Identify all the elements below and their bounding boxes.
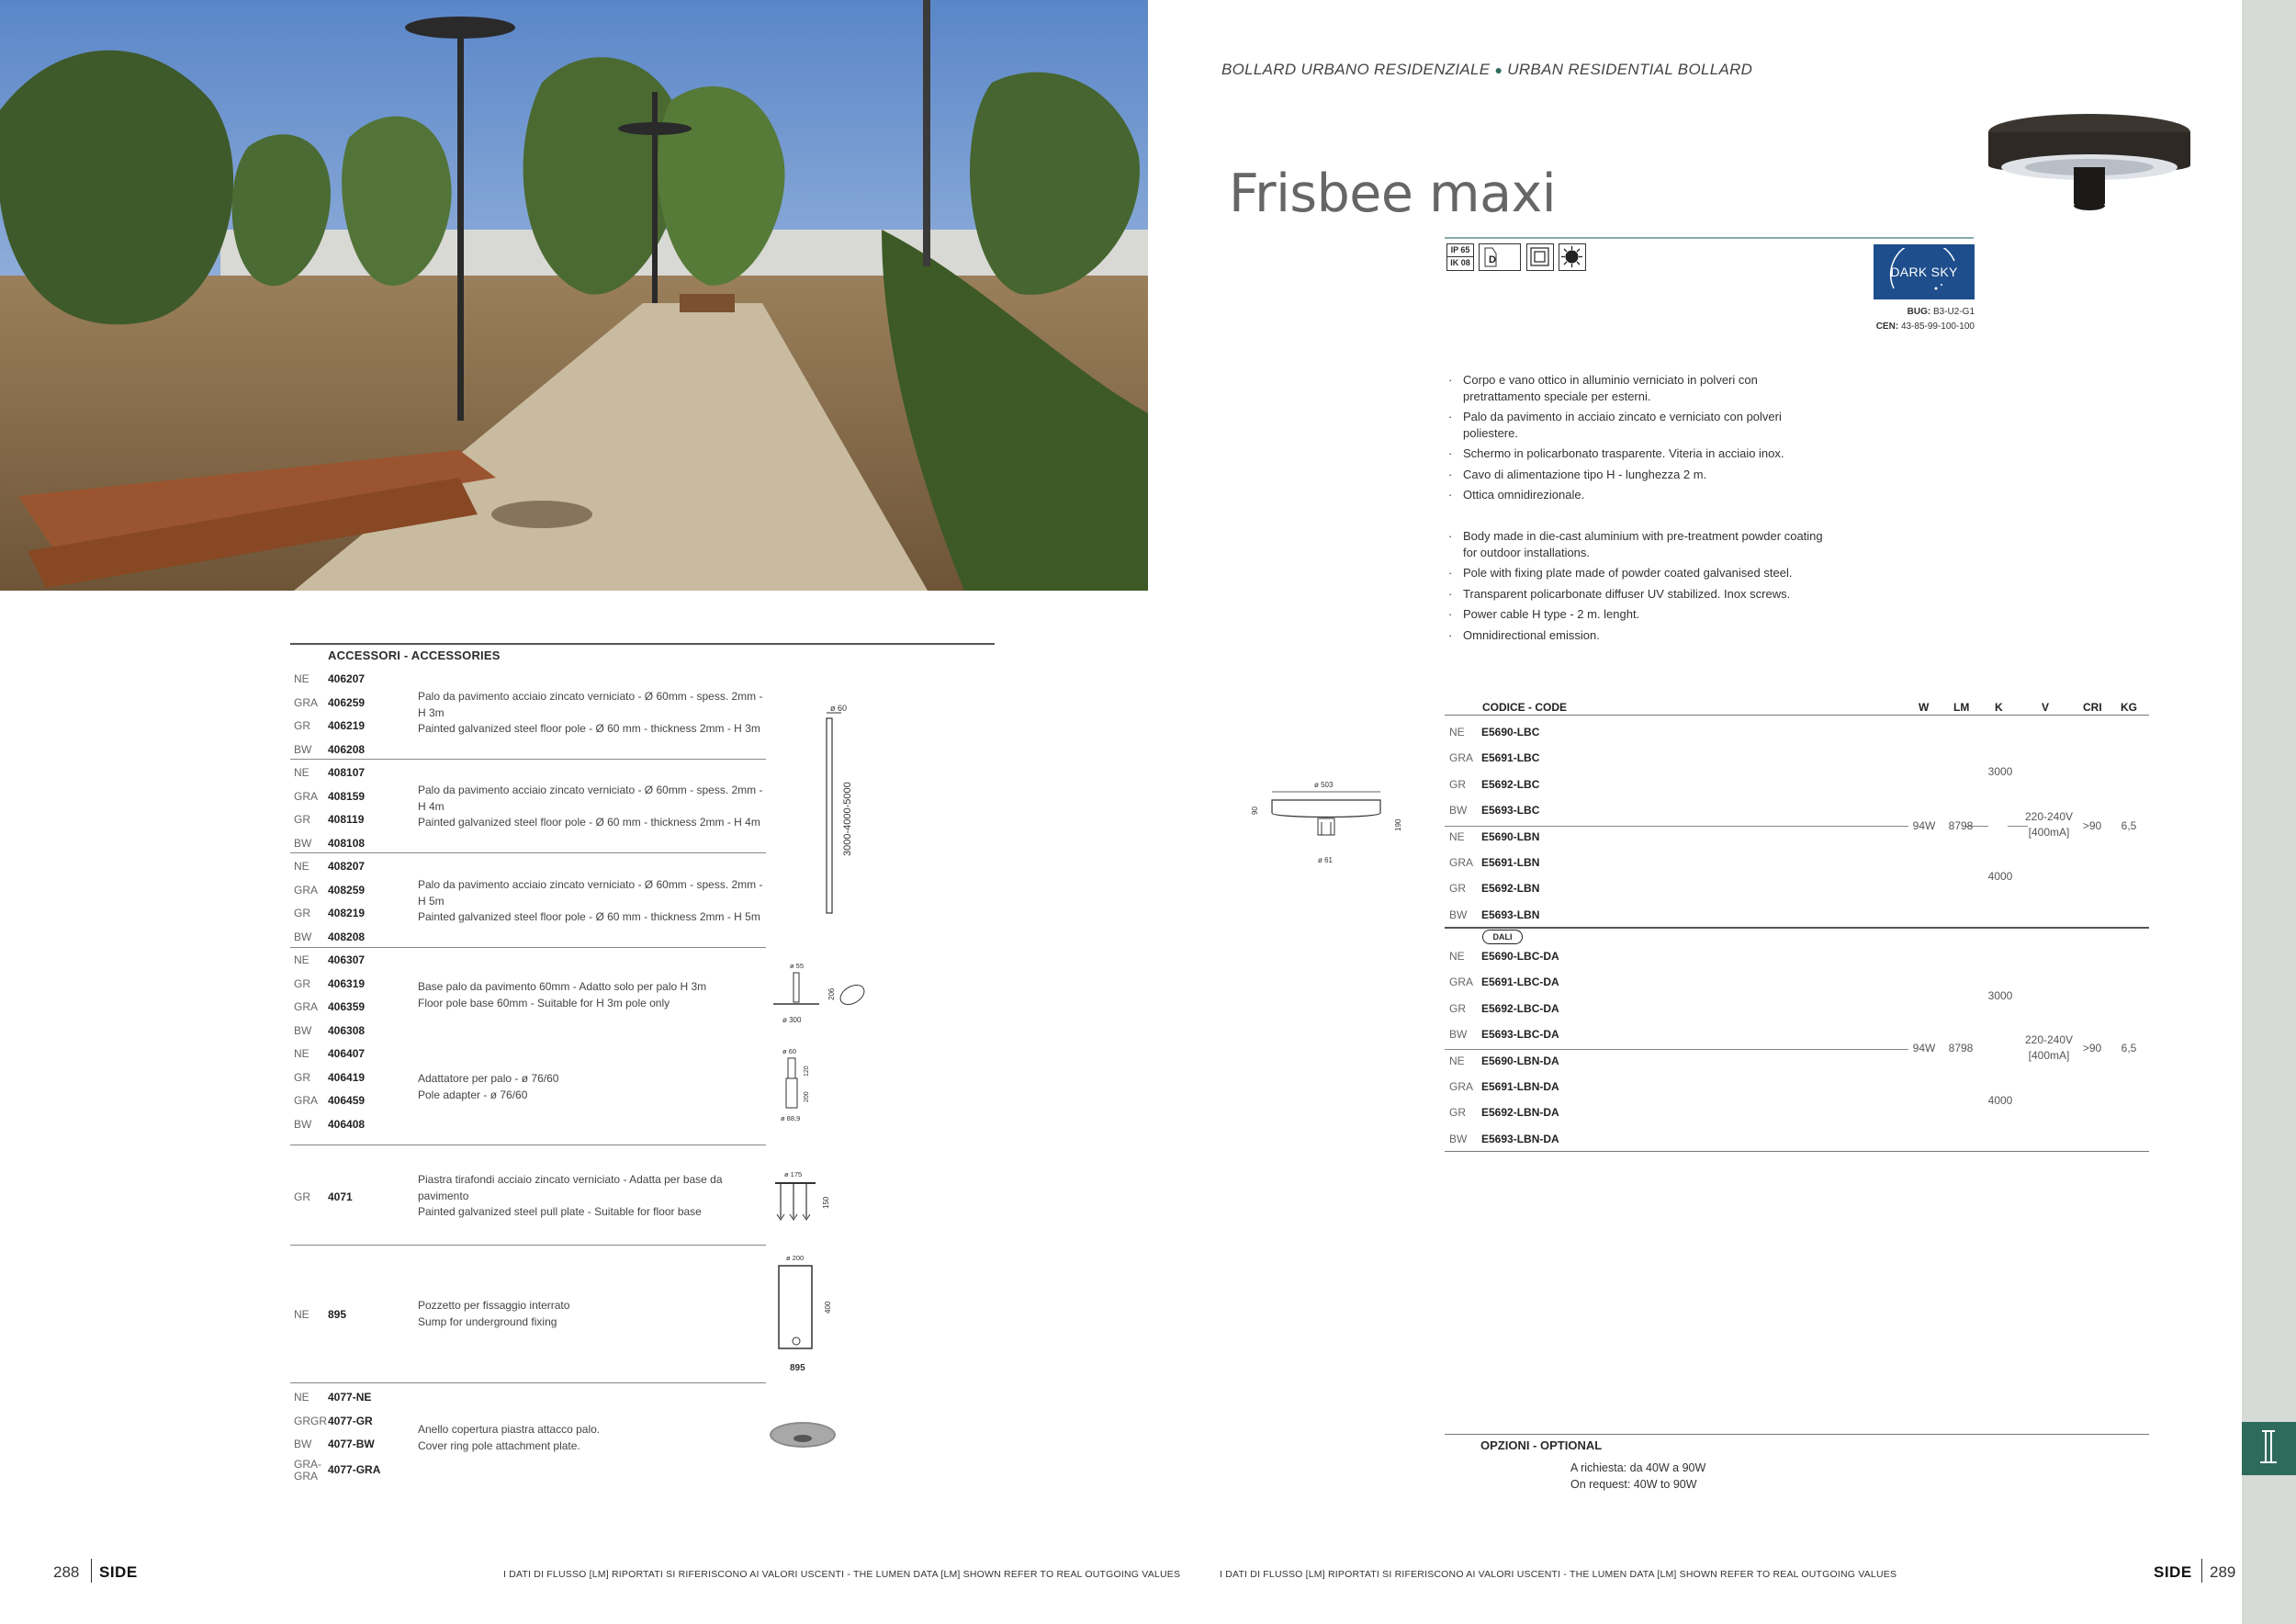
- finish-code: GRA: [1449, 1080, 1474, 1093]
- lumen-note-left: I DATI DI FLUSSO [LM] RIPORTATI SI RIFERISCONO AI VALORI USCENTI - THE LUMEN DATA [LM] SHOWN REFER TO REAL OUTGOING VALUES: [503, 1569, 1181, 1580]
- pole-base-drawing: [768, 960, 869, 1026]
- code-row: [1449, 999, 1559, 1018]
- code-row: [1449, 973, 1559, 991]
- g1-v1: 220-240V: [2024, 810, 2074, 823]
- product-code: E5693-LBN-DA: [1481, 1132, 1559, 1145]
- accessory-row: [294, 975, 365, 993]
- feature-it: · Palo da pavimento in acciaio zincato e verniciato con polveri poliestere.: [1448, 409, 1834, 441]
- product-code: E5692-LBN: [1481, 882, 1540, 896]
- bug-rating: [1864, 307, 1975, 317]
- accessory-separator: [290, 759, 766, 760]
- article-code: 406219: [328, 719, 366, 732]
- accessory-row: [294, 1305, 346, 1324]
- code-row: [1449, 828, 1539, 846]
- description-en: Painted galvanized steel floor pole - Ø 60 mm - thickness 2mm - H 4m: [418, 816, 760, 829]
- g2-v1: 220-240V: [2024, 1033, 2074, 1046]
- article-code: 406207: [328, 672, 366, 685]
- feature-it: · Schermo in policarbonato trasparente. Viteria in acciaio inox.: [1448, 445, 1834, 462]
- accessory-row: [294, 998, 365, 1016]
- accessory-row: [294, 857, 365, 875]
- description-it: Palo da pavimento acciaio zincato verniciato - Ø 60mm - spess. 2mm - H 3m: [418, 690, 763, 719]
- sump-drawing: [771, 1251, 845, 1376]
- finish-code: BW: [294, 1023, 312, 1037]
- g1-lm: 8798: [1948, 819, 1974, 832]
- group-divider: [1445, 927, 2149, 929]
- luminaire-drawing: [1244, 776, 1410, 868]
- accessory-row: [294, 834, 365, 852]
- article-code: 406407: [328, 1047, 366, 1060]
- article-code: 406319: [328, 976, 366, 990]
- article-code: 408208: [328, 930, 366, 943]
- feature-it: · Cavo di alimentazione tipo H - lunghezza 2 m.: [1448, 467, 1834, 483]
- finish-code: NE: [294, 672, 310, 685]
- g2-v2: [400mA]: [2028, 1049, 2070, 1062]
- finish-code: GR: [294, 1190, 310, 1203]
- class-ii-icon: [1526, 243, 1554, 271]
- product-code: E5691-LBN: [1481, 856, 1540, 869]
- finish-code: GRA: [294, 1094, 319, 1107]
- ik-rating: IK 08: [1450, 258, 1470, 267]
- accessory-row: [294, 1188, 353, 1206]
- drawing-bottom-label: ø 61: [1318, 856, 1334, 864]
- group1-mid-rule: [1445, 826, 1908, 827]
- feature-it: · Ottica omnidirezionale.: [1448, 487, 1834, 503]
- finish-code: GR: [294, 813, 310, 826]
- article-code: 406208: [328, 742, 366, 756]
- article-code: 4077-NE: [328, 1391, 372, 1404]
- title-rule: [1445, 237, 1974, 239]
- accessory-row: [294, 1457, 381, 1483]
- finish-code: NE: [294, 766, 310, 779]
- finish-code: BW: [1449, 908, 1468, 921]
- sump-h-label: 400: [824, 1301, 832, 1314]
- article-code: 406259: [328, 695, 366, 709]
- bug-label: BUG:: [1907, 307, 1931, 317]
- product-code: E5690-LBC-DA: [1481, 950, 1559, 963]
- accessory-separator: [290, 852, 766, 853]
- description-it: Base palo da pavimento 60mm - Adatto solo per palo H 3m: [418, 980, 707, 993]
- finish-code: GRGR: [294, 1414, 327, 1427]
- product-code: E5690-LBC: [1481, 726, 1540, 739]
- finish-code: NE: [294, 1047, 310, 1060]
- subtitle-dot-icon: ●: [1494, 62, 1503, 77]
- product-code: E5691-LBN-DA: [1481, 1080, 1559, 1093]
- article-code: 406308: [328, 1023, 366, 1037]
- cen-label: CEN:: [1875, 321, 1899, 332]
- finish-code: BW: [294, 930, 312, 943]
- adapter-bot-label: ø 88,9: [781, 1114, 801, 1122]
- cen-rating: [1864, 321, 1975, 332]
- accessory-description: [418, 1172, 767, 1221]
- adapter-h2-label: 200: [804, 1091, 810, 1102]
- article-code: 406459: [328, 1094, 366, 1107]
- accessories-title: ACCESSORI - ACCESSORIES: [328, 648, 501, 662]
- features-en: [1448, 528, 1834, 648]
- options-line-it: A richiesta: da 40W a 90W: [1570, 1461, 1706, 1474]
- g2-cri: >90: [2082, 1042, 2102, 1054]
- product-image: [1984, 110, 2195, 230]
- accessory-row: [294, 810, 364, 829]
- finish-code: GRA-GRA: [294, 1457, 321, 1483]
- finish-code: GR: [294, 907, 310, 919]
- description-en: Sump for underground fixing: [418, 1314, 557, 1328]
- article-code: 408107: [328, 766, 366, 779]
- base-dia-label: ø 300: [782, 1016, 802, 1024]
- product-code: E5693-LBC-DA: [1481, 1028, 1559, 1042]
- product-code: E5691-LBC-DA: [1481, 976, 1559, 989]
- subtitle-it: BOLLARD URBANO RESIDENZIALE: [1221, 61, 1491, 78]
- description-en: Pole adapter - ø 76/60: [418, 1088, 528, 1101]
- code-row: [1449, 775, 1539, 794]
- accessory-row: [294, 951, 365, 969]
- accessory-description: [418, 783, 767, 831]
- plate-dia-label: ø 175: [784, 1170, 803, 1179]
- finish-code: BW: [1449, 804, 1468, 818]
- description-it: Piastra tirafondi acciaio zincato verniciato - Adatta per base da pavimento: [418, 1173, 723, 1202]
- code-row: [1449, 1130, 1559, 1148]
- g1-k1: 3000: [1987, 765, 2013, 778]
- product-code: E5692-LBC: [1481, 777, 1540, 791]
- accessory-row: [294, 1044, 365, 1063]
- article-code: 408119: [328, 813, 365, 826]
- article-code: 4077-GRA: [328, 1462, 381, 1476]
- accessories-top-rule: [290, 643, 995, 645]
- product-code: E5692-LBN-DA: [1481, 1106, 1559, 1120]
- accessory-row: [294, 881, 365, 899]
- feature-en: · Omnidirectional emission.: [1448, 627, 1834, 644]
- accessory-row: [294, 694, 365, 712]
- features-it: [1448, 372, 1834, 508]
- drawing-h-left: 90: [1251, 806, 1259, 815]
- th-w: W: [1919, 701, 1930, 714]
- description-it: Adattatore per palo - ø 76/60: [418, 1072, 559, 1085]
- g2-k2: 4000: [1987, 1094, 2013, 1107]
- product-code: E5691-LBC: [1481, 751, 1540, 765]
- th-code: CODICE - CODE: [1482, 701, 1568, 714]
- g2-lm: 8798: [1948, 1042, 1974, 1054]
- adapter-top-label: ø 60: [782, 1047, 797, 1055]
- darksky-label: DARK SKY: [1890, 265, 1958, 279]
- code-row: [1449, 879, 1539, 897]
- article-code: 406408: [328, 1117, 366, 1131]
- accessory-row: [294, 1021, 365, 1040]
- code-row: [1449, 801, 1539, 819]
- pole-dia-label: ø 60: [830, 704, 848, 713]
- accessory-row: [294, 1435, 375, 1453]
- adapter-h1-label: 120: [804, 1066, 810, 1077]
- class-d-icon: [1480, 244, 1520, 270]
- group2-mid-rule: [1445, 1049, 1908, 1050]
- accessory-separator: [290, 1382, 766, 1383]
- accessory-row: [294, 1091, 365, 1110]
- product-code: E5693-LBN: [1481, 908, 1540, 921]
- pole-adapter-drawing: [777, 1045, 832, 1126]
- side-tab-underline: [2242, 1472, 2296, 1475]
- accessory-row: [294, 904, 365, 922]
- park-photo: [0, 0, 1148, 591]
- finish-code: NE: [1449, 950, 1465, 963]
- code-row: [1449, 906, 1539, 924]
- th-kg: KG: [2121, 701, 2137, 714]
- description-en: Floor pole base 60mm - Suitable for H 3m pole only: [418, 996, 670, 1009]
- finish-code: BW: [1449, 1132, 1468, 1145]
- finish-code: BW: [294, 1117, 312, 1131]
- product-code: E5690-LBN-DA: [1481, 1054, 1559, 1067]
- description-en: Painted galvanized steel floor pole - Ø 60 mm - thickness 2mm - H 5m: [418, 910, 760, 923]
- finish-code: NE: [1449, 726, 1465, 739]
- article-code: 408108: [328, 836, 366, 850]
- accessory-description: [418, 979, 767, 1011]
- finish-code: GR: [1449, 777, 1466, 791]
- accessory-row: [294, 1115, 365, 1133]
- accessory-description: [418, 689, 767, 738]
- finish-code: BW: [294, 836, 312, 850]
- options-line-en: On request: 40W to 90W: [1570, 1477, 1697, 1491]
- side-bar: [2242, 0, 2296, 1624]
- finish-code: GR: [294, 719, 310, 732]
- class-d-label: D: [1489, 254, 1496, 265]
- product-code: E5693-LBC: [1481, 804, 1540, 818]
- bug-value: B3-U2-G1: [1932, 307, 1975, 317]
- feature-it: · Corpo e vano ottico in alluminio verniciato in polveri con pretrattamento speciale per esterni.: [1448, 372, 1834, 404]
- feature-en: · Pole with fixing plate made of powder coated galvanised steel.: [1448, 565, 1834, 581]
- code-row: [1449, 723, 1539, 741]
- brand-left: SIDE: [99, 1563, 138, 1581]
- pole-height-label: 3000-4000-5000: [842, 782, 853, 856]
- article-code: 4077-GR: [328, 1414, 373, 1427]
- description-en: Painted galvanized steel floor pole - Ø 60 mm - thickness 2mm - H 3m: [418, 722, 760, 735]
- accessory-row: [294, 763, 365, 782]
- finish-code: NE: [294, 953, 310, 966]
- finish-code: GRA: [1449, 976, 1474, 989]
- options-rule: [1445, 1434, 2149, 1435]
- options-title: OPZIONI - OPTIONAL: [1480, 1438, 1603, 1452]
- g2-kg: 6,5: [2121, 1042, 2137, 1054]
- code-row: [1449, 853, 1539, 872]
- bollard-icon: [2242, 1422, 2296, 1472]
- finish-code: GR: [1449, 1001, 1466, 1015]
- finish-code: GRA: [294, 883, 319, 897]
- finish-code: NE: [294, 1391, 310, 1404]
- drawing-top-label: ø 503: [1314, 781, 1334, 789]
- accessory-row: [294, 787, 365, 806]
- footer-divider-left: [91, 1559, 92, 1583]
- accessory-description: [418, 1298, 767, 1330]
- sump-code-label: 895: [790, 1363, 805, 1373]
- description-it: Pozzetto per fissaggio interrato: [418, 1299, 570, 1312]
- th-v: V: [2042, 701, 2050, 714]
- plate-h-label: 150: [822, 1196, 830, 1209]
- g1-kg: 6,5: [2121, 819, 2137, 832]
- product-title: Frisbee maxi: [1229, 164, 1557, 224]
- g1-cri: >90: [2082, 819, 2102, 832]
- accessory-description: [418, 1422, 767, 1454]
- description-it: Palo da pavimento acciaio zincato verniciato - Ø 60mm - spess. 2mm - H 4m: [418, 784, 763, 813]
- base-top-label: ø 55: [790, 962, 805, 970]
- finish-code: BW: [294, 1438, 312, 1450]
- accessory-separator: [290, 947, 766, 948]
- class-d-badge: [1479, 243, 1521, 271]
- pole-drawing: [799, 698, 872, 919]
- dali-badge: DALI: [1482, 930, 1523, 944]
- th-lm: LM: [1953, 701, 1970, 714]
- drawing-h-right: 190: [1394, 818, 1402, 831]
- finish-code: BW: [294, 742, 312, 756]
- feature-en: · Body made in die-cast aluminium with pre-treatment powder coating for outdoor installations.: [1448, 528, 1834, 560]
- darksky-badge: [1874, 244, 1975, 299]
- finish-code: BW: [1449, 1028, 1468, 1042]
- accessory-description: [418, 877, 767, 926]
- finish-code: GR: [1449, 882, 1466, 896]
- article-code: 406419: [328, 1070, 366, 1084]
- finish-code: GRA: [1449, 856, 1474, 869]
- finish-code: NE: [294, 860, 310, 873]
- table-bottom-rule: [1445, 1151, 2149, 1152]
- finish-code: GRA: [294, 789, 319, 803]
- category-subtitle: [1221, 61, 1752, 79]
- article-code: 408207: [328, 860, 366, 873]
- description-en: Painted galvanized steel pull plate - Suitable for floor base: [418, 1205, 702, 1218]
- description-en: Cover ring pole attachment plate.: [418, 1438, 580, 1452]
- g1-k2: 4000: [1987, 870, 2013, 883]
- article-code: 4071: [328, 1190, 353, 1203]
- lumen-note-right: I DATI DI FLUSSO [LM] RIPORTATI SI RIFERISCONO AI VALORI USCENTI - THE LUMEN DATA [LM] SHOWN REFER TO REAL OUTGOING VALUES: [1220, 1569, 1897, 1580]
- code-row: [1449, 1025, 1559, 1043]
- accessory-separator: [290, 1245, 766, 1246]
- cover-ring-drawing: [766, 1418, 839, 1451]
- accessory-row: [294, 928, 365, 946]
- accessory-description: [418, 1071, 767, 1103]
- article-code: 408219: [328, 907, 366, 919]
- accessory-row: [294, 670, 365, 688]
- code-row: [1449, 749, 1539, 767]
- finish-code: NE: [1449, 1054, 1465, 1067]
- finish-code: NE: [294, 1308, 310, 1321]
- finish-code: GRA: [1449, 751, 1474, 765]
- th-cri: CRI: [2083, 701, 2102, 714]
- omnidirectional-icon: [1559, 243, 1586, 271]
- product-code: E5692-LBC-DA: [1481, 1001, 1559, 1015]
- table-head-rule: [1445, 715, 2149, 716]
- accessory-row: [294, 1412, 373, 1430]
- article-code: 408159: [328, 789, 366, 803]
- page-number-left: 288: [53, 1563, 80, 1581]
- g1-v2: [400mA]: [2028, 826, 2070, 839]
- page-number-right: 289: [2210, 1563, 2236, 1581]
- cen-value: 43-85-99-100-100: [1900, 321, 1975, 332]
- subtitle-en: URBAN RESIDENTIAL BOLLARD: [1507, 61, 1753, 78]
- pull-plate-drawing: [770, 1168, 843, 1233]
- description-it: Anello copertura piastra attacco palo.: [418, 1423, 601, 1436]
- ip-ik-badge: [1446, 243, 1474, 271]
- options-text: [1570, 1460, 1705, 1493]
- feature-en: · Power cable H type - 2 m. lenght.: [1448, 606, 1834, 623]
- code-row: [1449, 947, 1559, 965]
- product-code: E5690-LBN: [1481, 829, 1540, 843]
- accessory-row: [294, 740, 365, 759]
- finish-code: GR: [294, 1070, 310, 1084]
- code-row: [1449, 1103, 1559, 1122]
- code-row: [1449, 1052, 1559, 1070]
- accessory-row: [294, 716, 365, 735]
- article-code: 895: [328, 1308, 347, 1321]
- article-code: 406359: [328, 1000, 366, 1013]
- finish-code: GRA: [294, 695, 319, 709]
- g2-k1: 3000: [1987, 989, 2013, 1002]
- code-row: [1449, 1077, 1559, 1096]
- footer-divider-right: [2201, 1559, 2202, 1583]
- brand-right: SIDE: [2154, 1563, 2192, 1581]
- finish-code: GRA: [294, 1000, 319, 1013]
- accessory-row: [294, 1388, 371, 1406]
- description-it: Palo da pavimento acciaio zincato verniciato - Ø 60mm - spess. 2mm - H 5m: [418, 878, 763, 908]
- accessory-row: [294, 1068, 365, 1087]
- article-code: 408259: [328, 883, 366, 897]
- ip-rating: IP 65: [1447, 244, 1473, 257]
- sump-dia-label: ø 200: [786, 1254, 805, 1262]
- g2-w: 94W: [1912, 1042, 1936, 1054]
- th-k: K: [1995, 701, 2003, 714]
- article-code: 406307: [328, 953, 366, 966]
- g1-w: 94W: [1912, 819, 1936, 832]
- article-code: 4077-BW: [328, 1438, 375, 1450]
- finish-code: NE: [1449, 829, 1465, 843]
- side-tab: [2242, 1422, 2296, 1472]
- finish-code: GR: [1449, 1106, 1466, 1120]
- feature-en: · Transparent policarbonate diffuser UV stabilized. Inox screws.: [1448, 586, 1834, 603]
- base-h-label: 206: [827, 987, 836, 1000]
- finish-code: GR: [294, 976, 310, 990]
